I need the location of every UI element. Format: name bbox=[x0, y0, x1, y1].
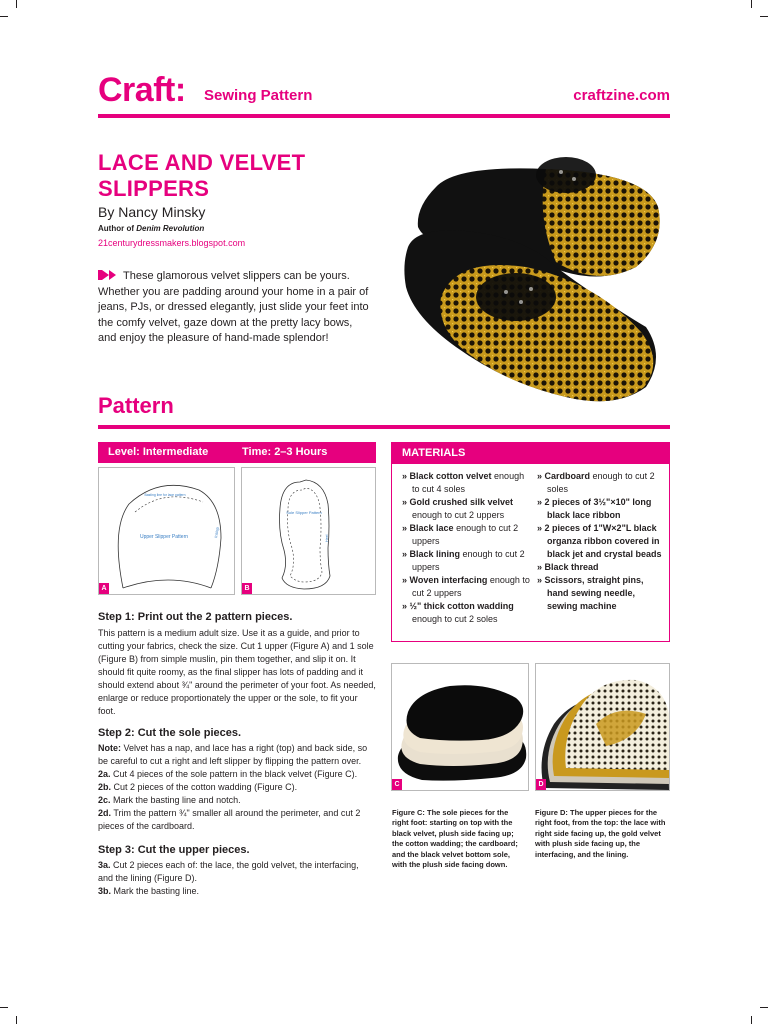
level-label: Level: Intermediate bbox=[108, 446, 209, 458]
material-item: » 2 pieces of 3½"×10" long black lace ribbon bbox=[537, 496, 665, 522]
figure-b-tag: B bbox=[242, 583, 252, 594]
crop-mark bbox=[751, 0, 752, 8]
materials-box bbox=[391, 442, 670, 642]
crop-mark bbox=[16, 1016, 17, 1024]
article-title: LACE AND VELVET SLIPPERS bbox=[98, 150, 306, 201]
material-item: » Scissors, straight pins, hand sewing needle, sewing machine bbox=[537, 574, 665, 613]
step-3-body: 3a. Cut 2 pieces each of: the lace, the gold velvet, the interfacing, and the lining (Figure D). 3b. Mark the basting line. bbox=[98, 860, 359, 896]
crop-mark bbox=[0, 1007, 8, 1008]
materials-list-right bbox=[537, 470, 665, 613]
figure-c-photo bbox=[391, 663, 529, 791]
crop-mark bbox=[16, 0, 17, 8]
material-item: » Cardboard enough to cut 2 soles bbox=[537, 470, 665, 496]
step-1-body: This pattern is a medium adult size. Use it as a guide, and prior to cutting your fabrics, check the size. Cut 1 upper (Figure A) and 1 sole (Figure B) from simple muslin, pin them together, and slip it on. It should fit quite roomy, as the final slipper has lots of padding and it should extend about ¾" around the perimeter of your foot. As needed, enlarge or reduce proportionately the upper or the sole, to fit your foot. bbox=[98, 628, 376, 716]
step-2-body: Note: Velvet has a nap, and lace has a right (top) and back side, so be careful to cut a right and left slipper by flipping the pattern over. 2a. Cut 4 pieces of the sole pattern in the black velvet (Figure C). 2b. Cut 2 pieces of the cotton wadding (Figure C). 2c. Mark the basting line and notch. 2d. Trim the pattern ¾" smaller all around the perimeter, and cut 2 pieces of the cardboard. bbox=[98, 743, 368, 831]
section-rule bbox=[98, 425, 670, 429]
crop-mark bbox=[760, 1007, 768, 1008]
figure-d-tag: D bbox=[536, 779, 546, 790]
figure-a-note: Basting line for lace pattern bbox=[144, 493, 186, 497]
materials-heading: MATERIALS bbox=[392, 443, 669, 464]
figure-d-caption: Figure D: The upper pieces for the right foot, from the top: the lace with right side facing up, the gold velvet with plush side facing up, the interfacing, and the lining. bbox=[535, 808, 666, 859]
step-1-heading: Step 1: Print out the 2 pattern pieces. bbox=[98, 611, 293, 623]
figure-a-upper-pattern bbox=[98, 467, 235, 595]
section-heading-pattern: Pattern bbox=[98, 393, 174, 418]
material-item: » Black lining enough to cut 2 uppers bbox=[402, 548, 534, 574]
author-credit: Author of Denim Revolution bbox=[98, 224, 205, 233]
crop-mark bbox=[0, 16, 8, 17]
material-item: » Black lace enough to cut 2 uppers bbox=[402, 522, 534, 548]
brand-logo: Craft: bbox=[98, 71, 186, 109]
figure-a-side-label: Instep bbox=[213, 526, 220, 539]
page-header bbox=[98, 70, 670, 110]
intro-paragraph: These glamorous velvet slippers can be yours. Whether you are padding around your home in a pair of jeans, PJs, or dressed elegantly, just slide your feet into the comfy velvet, gaze down at the pretty lacy bows, and enjoy the pleasure of hand-made splendor! bbox=[98, 270, 369, 344]
step-3-heading: Step 3: Cut the upper pieces. bbox=[98, 844, 250, 856]
figure-c-tag: C bbox=[392, 779, 402, 790]
material-item: » 2 pieces of 1"W×2"L black organza ribbon covered in black jet and crystal beads bbox=[537, 522, 665, 561]
figure-b-label: Sole Slipper Pattern bbox=[286, 510, 322, 515]
header-rule bbox=[98, 114, 670, 118]
material-item: » Gold crushed silk velvet enough to cut 2 uppers bbox=[402, 496, 534, 522]
figure-a-label: Upper Slipper Pattern bbox=[139, 534, 189, 540]
article-byline: By Nancy Minsky bbox=[98, 204, 206, 220]
material-item: » Black cotton velvet enough to cut 4 soles bbox=[402, 470, 534, 496]
figure-d-photo bbox=[535, 663, 670, 791]
play-arrows-icon bbox=[98, 270, 120, 280]
step-2-heading: Step 2: Cut the sole pieces. bbox=[98, 727, 242, 739]
figure-b-sole-pattern bbox=[241, 467, 376, 595]
crop-mark bbox=[760, 16, 768, 17]
brand-subtitle: Sewing Pattern bbox=[204, 87, 313, 104]
materials-list-left bbox=[402, 470, 534, 626]
figure-b-side-label: Heel bbox=[325, 534, 329, 542]
material-item: » Black thread bbox=[537, 561, 665, 574]
level-time-bar bbox=[98, 442, 376, 463]
slippers-photo bbox=[396, 147, 670, 415]
figure-a-tag: A bbox=[99, 583, 109, 594]
author-book: Denim Revolution bbox=[136, 224, 205, 233]
figure-c-caption: Figure C: The sole pieces for the right foot: starting on top with the black velvet, plush side facing up; the cotton wadding; the cardboard; and the black velvet bottom sole, with the plush side facing down. bbox=[392, 808, 518, 870]
site-link[interactable]: craftzine.com bbox=[573, 87, 670, 104]
material-item: » ½" thick cotton wadding enough to cut 2 soles bbox=[402, 600, 534, 626]
pattern-figures bbox=[98, 467, 376, 595]
time-label: Time: 2–3 Hours bbox=[242, 446, 328, 458]
crop-mark bbox=[751, 1016, 752, 1024]
material-item: » Woven interfacing enough to cut 2 uppers bbox=[402, 574, 534, 600]
author-blog-link[interactable]: 21centurydressmakers.blogspot.com bbox=[98, 238, 246, 248]
